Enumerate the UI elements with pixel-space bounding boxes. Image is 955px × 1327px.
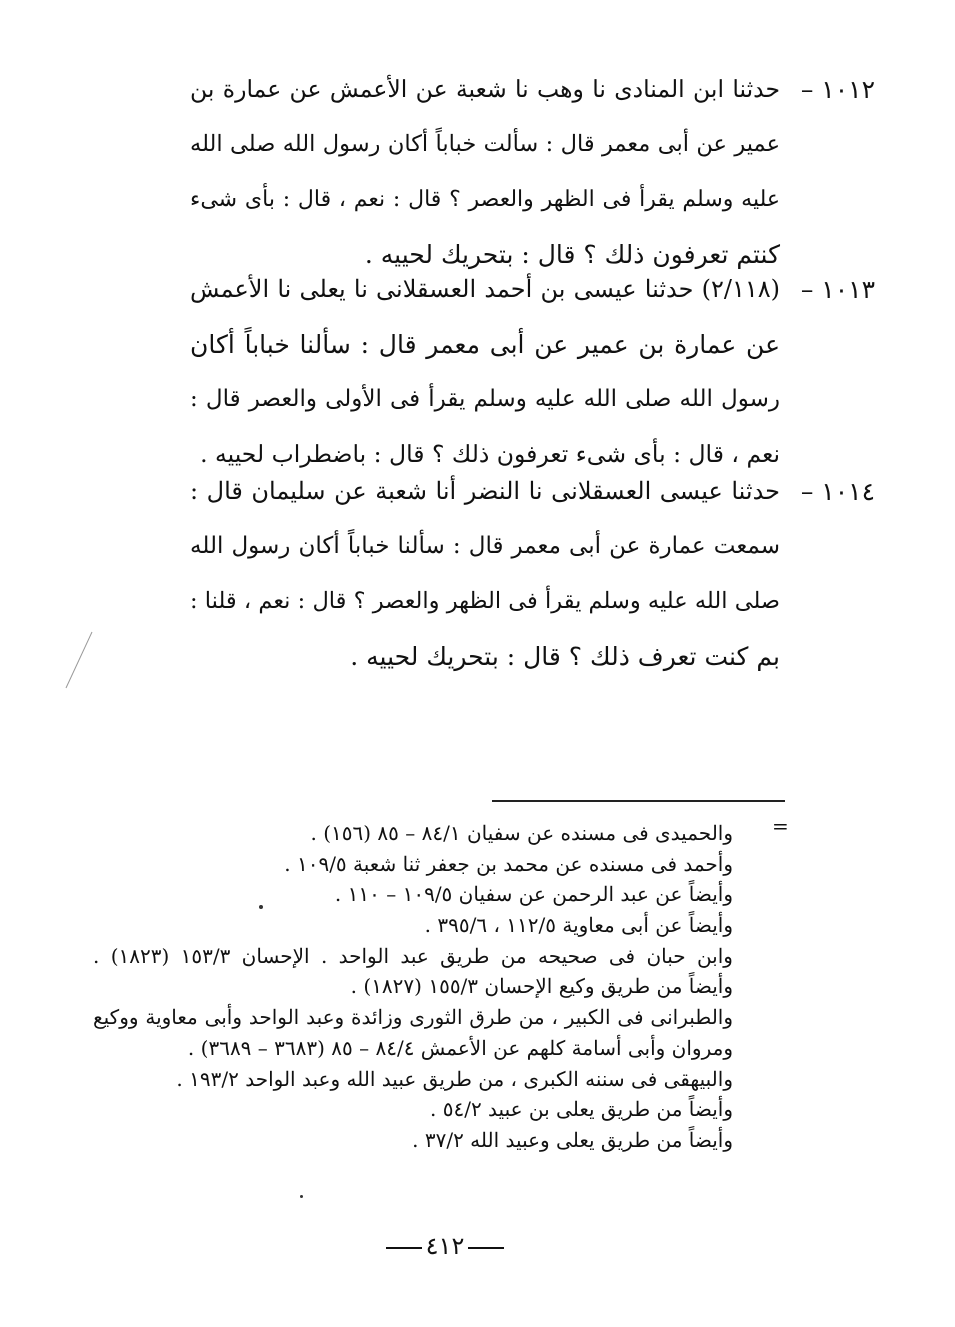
footnote-line: وأحمد فى مسنده عن محمد بن جعفر ثنا شعبة ١٠٩/٥ . (284, 851, 733, 876)
hadith-text-line: عليه وسلم يقرأ فى الظهر والعصر ؟ قال : نعم ، قال : بأى شىء (190, 187, 780, 212)
hadith-text-line: عن عمارة بن عمير عن أبى معمر قال : سألنا خباباً أكان (190, 330, 780, 359)
footnote-line: وأيضاً عن أبى معاوية ١١٢/٥ ، ٣٩٥/٦ . (424, 913, 733, 938)
page-number (380, 1232, 510, 1272)
footnote-line: وأيضاً عن عبد الرحمن عن سفيان ١٠٩/٥ – ١١٠ . (334, 882, 733, 907)
scan-speck (300, 1195, 303, 1198)
hadith-text-line: نعم ، قال : بأى شىء تعرفون ذلك ؟ قال : باضطراب لحييه . (200, 440, 780, 468)
footnote-line: وأيضاً من طريق يعلى وعبيد الله ٣٧/٢ . (412, 1127, 733, 1152)
footnote-continuation-mark: = (772, 814, 789, 838)
hadith-text-line: حدثنا ابن المنادى نا وهب نا شعبة عن الأعمش عن عمارة بن (190, 75, 780, 103)
hadith-text-line: (٢/١١٨) حدثنا عيسى بن أحمد العسقلانى نا يعلى نا الأعمش (190, 275, 780, 303)
footnote-separator (492, 800, 785, 802)
footnote-line: والطبرانى فى الكبير ، من طرق الثورى وزائدة وعبد الواحد وأبى معاوية ووكيع (93, 1005, 733, 1030)
hadith-number: ١٠١٢ – (800, 75, 875, 104)
hadith-text-line: بم كنت تعرف ذلك ؟ قال : بتحريك لحييه . (350, 642, 780, 671)
hadith-1012 (190, 62, 875, 282)
footnote-line: وأيضاً من طريق وكيع الإحسان ١٥٥/٣ (١٨٢٧) . (350, 974, 733, 999)
hadith-text-line: رسول الله صلى الله عليه وسلم يقرأ فى الأولى والعصر قال : (190, 386, 780, 412)
footnote-line: والبيهقى فى سننه الكبرى ، من طريق عبيد الله وعبد الواحد ١٩٣/٢ . (176, 1066, 733, 1091)
footnote-line: ومروان وأبى أسامة كلهم عن الأعمش ٨٤/٤ – ٨٥ (٣٦٨٣ – ٣٦٨٩) . (187, 1035, 733, 1060)
hadith-1014 (190, 464, 875, 684)
hadith-text-line: صلى الله عليه وسلم يقرأ فى الظهر والعصر ؟ قال : نعم ، قلنا : (190, 588, 780, 614)
page-number-value: ٤١٢ (425, 1232, 465, 1260)
hadith-number: ١٠١٤ – (800, 477, 875, 506)
hadith-text-line: حدثنا عيسى العسقلانى نا النضر أنا شعبة عن سليمان قال : (190, 477, 780, 505)
page-number-dash (386, 1247, 422, 1249)
scan-artifact (62, 630, 102, 690)
hadith-text-line: سمعت عمارة عن أبى معمر قال : سألنا خباباً أكان رسول الله (190, 533, 780, 559)
footnote-line: وأيضاً من طريق يعلى بن عبيد ٥٤/٢ . (430, 1097, 733, 1122)
footnotes (93, 818, 733, 1156)
hadith-number: ١٠١٣ – (800, 275, 875, 304)
footnote-line: وابن حبان فى صحيحه من طريق عبد الواحد . الإحسان ١٥٣/٣ (١٨٢٣) . (93, 943, 733, 968)
hadith-text-line: عمير عن أبى معمر قال : سألت خباباً أكان رسول الله صلى الله (190, 131, 780, 157)
hadith-1013 (190, 262, 875, 482)
page-number-dash (468, 1247, 504, 1249)
hadith-text-line: كنتم تعرفون ذلك ؟ قال : بتحريك لحييه . (364, 240, 780, 269)
footnote-line: والحميدى فى مسنده عن سفيان ٨٤/١ – ٨٥ (١٥٦) . (310, 821, 733, 845)
